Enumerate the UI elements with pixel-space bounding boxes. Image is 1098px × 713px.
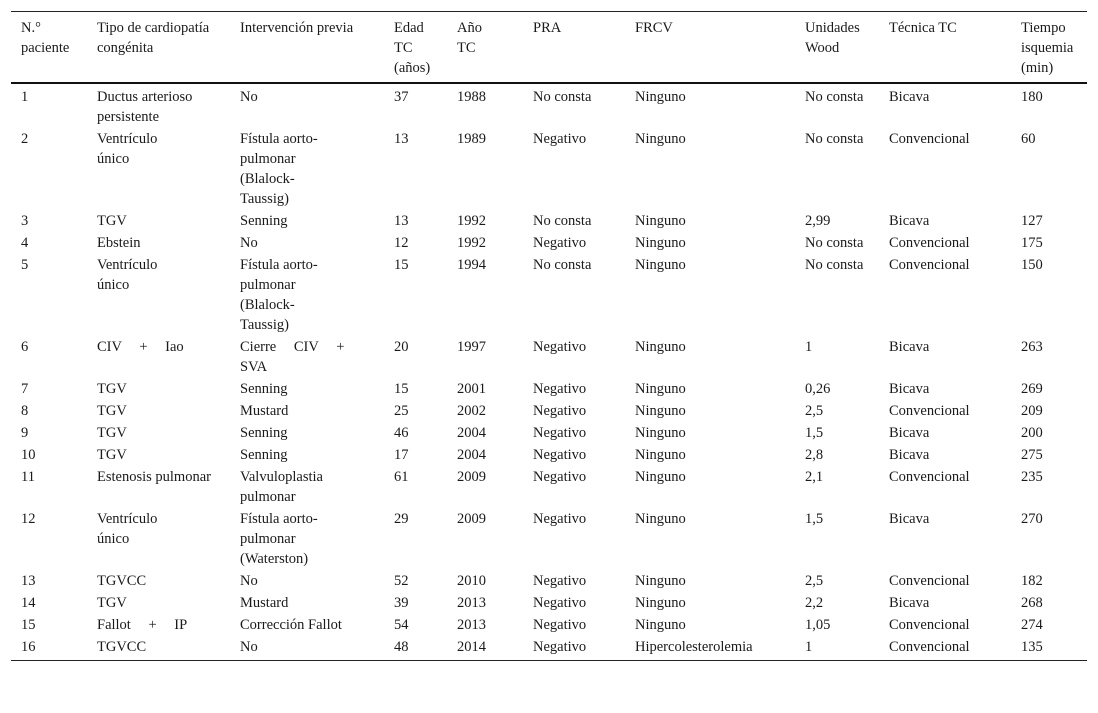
cell-age: 52 <box>394 573 409 589</box>
cell-year: 1989 <box>457 131 486 147</box>
cell-pra: Negativo <box>533 447 587 463</box>
cell-cardiopathy-type: Ebstein <box>97 235 141 251</box>
cell-wood-units: 2,8 <box>805 447 824 463</box>
table-row <box>11 636 1087 661</box>
cell-patient-number: 2 <box>21 131 29 147</box>
cell-year: 1992 <box>457 213 486 229</box>
table-row <box>11 128 1087 210</box>
cell-wood-units: 1 <box>805 639 813 655</box>
col-header-ischemia-time: Tiempo isquemia (min) <box>1021 20 1074 76</box>
cell-frcv: Ninguno <box>635 403 686 419</box>
cell-previous-intervention: Fístula aorto-pulmonar (Blalock-Taussig) <box>240 257 318 333</box>
cell-patient-number: 15 <box>21 617 36 633</box>
cell-frcv: Ninguno <box>635 381 686 397</box>
cell-previous-intervention: Senning <box>240 213 288 229</box>
cell-cardiopathy-type: TGV <box>97 403 127 419</box>
table-row <box>11 592 1087 614</box>
cell-pra: Negativo <box>533 403 587 419</box>
cell-year: 2004 <box>457 425 486 441</box>
cell-pra: Negativo <box>533 639 587 655</box>
cell-year: 1997 <box>457 339 486 355</box>
cell-pra: Negativo <box>533 381 587 397</box>
cell-wood-units: 2,99 <box>805 213 831 229</box>
cell-technique: Convencional <box>889 403 970 419</box>
cell-previous-intervention: Fístula aorto-pulmonar (Waterston) <box>240 511 318 567</box>
cell-year: 1994 <box>457 257 486 273</box>
cell-patient-number: 10 <box>21 447 36 463</box>
cell-year: 2009 <box>457 511 486 527</box>
cell-ischemia-time: 263 <box>1021 339 1043 355</box>
cell-cardiopathy-type: TGV <box>97 425 127 441</box>
cell-wood-units: 1,05 <box>805 617 831 633</box>
cell-patient-number: 16 <box>21 639 36 655</box>
cell-patient-number: 13 <box>21 573 36 589</box>
cell-age: 48 <box>394 639 409 655</box>
cell-cardiopathy-type: TGV <box>97 213 127 229</box>
cell-age: 61 <box>394 469 409 485</box>
cell-pra: Negativo <box>533 425 587 441</box>
cell-cardiopathy-type: CIV + Iao <box>97 339 184 355</box>
cell-year: 2013 <box>457 595 486 611</box>
cell-year: 2009 <box>457 469 486 485</box>
cell-patient-number: 5 <box>21 257 29 273</box>
cell-cardiopathy-type: Estenosis pulmonar <box>97 469 211 485</box>
cell-technique: Convencional <box>889 639 970 655</box>
cell-pra: Negativo <box>533 573 587 589</box>
cell-frcv: Ninguno <box>635 595 686 611</box>
cell-age: 15 <box>394 257 409 273</box>
table-row <box>11 466 1087 508</box>
table-row <box>11 378 1087 400</box>
cell-year: 2014 <box>457 639 486 655</box>
cell-technique: Convencional <box>889 617 970 633</box>
cell-patient-number: 7 <box>21 381 29 397</box>
cell-technique: Bicava <box>889 425 930 441</box>
cell-patient-number: 6 <box>21 339 29 355</box>
cell-frcv: Ninguno <box>635 131 686 147</box>
cell-pra: No consta <box>533 213 592 229</box>
cell-wood-units: 2,2 <box>805 595 824 611</box>
cell-ischemia-time: 209 <box>1021 403 1043 419</box>
patients-table <box>11 11 1087 661</box>
cell-previous-intervention: Corrección Fallot <box>240 617 342 633</box>
cell-age: 39 <box>394 595 409 611</box>
cell-ischemia-time: 235 <box>1021 469 1043 485</box>
cell-ischemia-time: 127 <box>1021 213 1043 229</box>
cell-pra: Negativo <box>533 511 587 527</box>
col-header-previous-intervention: Intervención previa <box>240 20 354 36</box>
cell-wood-units: 0,26 <box>805 381 831 397</box>
cell-wood-units: No consta <box>805 235 864 251</box>
col-header-age: Edad TC (años) <box>394 20 431 76</box>
cell-ischemia-time: 268 <box>1021 595 1043 611</box>
cell-pra: No consta <box>533 89 592 105</box>
cell-technique: Bicava <box>889 381 930 397</box>
cell-frcv: Ninguno <box>635 257 686 273</box>
cell-patient-number: 4 <box>21 235 29 251</box>
table-row <box>11 336 1087 378</box>
cell-previous-intervention: No <box>240 573 258 589</box>
cell-age: 13 <box>394 213 409 229</box>
cell-cardiopathy-type: TGV <box>97 381 127 397</box>
cell-pra: Negativo <box>533 469 587 485</box>
cell-technique: Bicava <box>889 89 930 105</box>
header-row <box>11 12 1087 84</box>
cell-cardiopathy-type: Ventrículo único <box>97 131 158 167</box>
cell-ischemia-time: 182 <box>1021 573 1043 589</box>
cell-year: 1988 <box>457 89 486 105</box>
cell-pra: No consta <box>533 257 592 273</box>
col-header-wood-units: Unidades Wood <box>805 20 860 56</box>
cell-frcv: Ninguno <box>635 447 686 463</box>
cell-cardiopathy-type: Ventrículo único <box>97 257 158 293</box>
cell-patient-number: 12 <box>21 511 36 527</box>
cell-ischemia-time: 269 <box>1021 381 1043 397</box>
cell-wood-units: No consta <box>805 257 864 273</box>
cell-age: 17 <box>394 447 409 463</box>
cell-technique: Bicava <box>889 339 930 355</box>
cell-age: 12 <box>394 235 409 251</box>
cell-pra: Negativo <box>533 235 587 251</box>
cell-frcv: Ninguno <box>635 617 686 633</box>
cell-previous-intervention: Cierre CIV + SVA <box>240 339 345 375</box>
cell-pra: Negativo <box>533 595 587 611</box>
table-row <box>11 210 1087 232</box>
cell-age: 46 <box>394 425 409 441</box>
cell-technique: Convencional <box>889 235 970 251</box>
cell-previous-intervention: Senning <box>240 447 288 463</box>
cell-frcv: Ninguno <box>635 235 686 251</box>
cell-year: 2010 <box>457 573 486 589</box>
cell-year: 1992 <box>457 235 486 251</box>
cell-cardiopathy-type: Ventrículo único <box>97 511 158 547</box>
cell-age: 54 <box>394 617 409 633</box>
cell-wood-units: No consta <box>805 131 864 147</box>
cell-pra: Negativo <box>533 339 587 355</box>
cell-technique: Bicava <box>889 595 930 611</box>
table-row <box>11 614 1087 636</box>
cell-wood-units: 2,5 <box>805 573 824 589</box>
cell-frcv: Ninguno <box>635 213 686 229</box>
cell-patient-number: 14 <box>21 595 36 611</box>
table-row <box>11 232 1087 254</box>
cell-patient-number: 11 <box>21 469 35 485</box>
cell-pra: Negativo <box>533 617 587 633</box>
cell-previous-intervention: Senning <box>240 381 288 397</box>
cell-ischemia-time: 175 <box>1021 235 1043 251</box>
cell-technique: Bicava <box>889 511 930 527</box>
cell-technique: Bicava <box>889 447 930 463</box>
cell-frcv: Ninguno <box>635 339 686 355</box>
cell-previous-intervention: Valvuloplastia pulmonar <box>240 469 323 505</box>
cell-cardiopathy-type: TGVCC <box>97 639 147 655</box>
table-row <box>11 508 1087 570</box>
cell-year: 2002 <box>457 403 486 419</box>
cell-wood-units: 1 <box>805 339 813 355</box>
cell-previous-intervention: No <box>240 89 258 105</box>
cell-technique: Convencional <box>889 131 970 147</box>
cell-wood-units: 1,5 <box>805 511 824 527</box>
cell-age: 29 <box>394 511 409 527</box>
table-row <box>11 570 1087 592</box>
cell-frcv: Ninguno <box>635 469 686 485</box>
col-header-year: Año TC <box>457 20 482 56</box>
cell-age: 20 <box>394 339 409 355</box>
cell-technique: Convencional <box>889 573 970 589</box>
cell-wood-units: 2,5 <box>805 403 824 419</box>
cell-previous-intervention: No <box>240 235 258 251</box>
cell-cardiopathy-type: TGV <box>97 447 127 463</box>
cell-ischemia-time: 135 <box>1021 639 1043 655</box>
col-header-frcv: FRCV <box>635 20 673 36</box>
cell-ischemia-time: 275 <box>1021 447 1043 463</box>
cell-frcv: Hipercolesterolemia <box>635 639 753 655</box>
table-row <box>11 400 1087 422</box>
table-row <box>11 254 1087 336</box>
cell-wood-units: No consta <box>805 89 864 105</box>
cell-year: 2013 <box>457 617 486 633</box>
cell-ischemia-time: 274 <box>1021 617 1043 633</box>
table-row <box>11 83 1087 128</box>
cell-previous-intervention: Mustard <box>240 595 289 611</box>
cell-age: 37 <box>394 89 409 105</box>
cell-ischemia-time: 180 <box>1021 89 1043 105</box>
cell-age: 25 <box>394 403 409 419</box>
cell-cardiopathy-type: TGVCC <box>97 573 147 589</box>
cell-ischemia-time: 150 <box>1021 257 1043 273</box>
cell-age: 15 <box>394 381 409 397</box>
cell-frcv: Ninguno <box>635 573 686 589</box>
cell-age: 13 <box>394 131 409 147</box>
cell-year: 2001 <box>457 381 486 397</box>
cell-patient-number: 3 <box>21 213 29 229</box>
table-row <box>11 422 1087 444</box>
table-body <box>11 83 1087 661</box>
col-header-patient-number: N.° paciente <box>21 20 70 56</box>
cell-ischemia-time: 270 <box>1021 511 1043 527</box>
cell-frcv: Ninguno <box>635 425 686 441</box>
cell-patient-number: 1 <box>21 89 29 105</box>
table-row <box>11 444 1087 466</box>
cell-year: 2004 <box>457 447 486 463</box>
cell-previous-intervention: Mustard <box>240 403 289 419</box>
cell-technique: Bicava <box>889 213 930 229</box>
cell-patient-number: 9 <box>21 425 29 441</box>
cell-ischemia-time: 200 <box>1021 425 1043 441</box>
col-header-technique: Técnica TC <box>889 20 957 36</box>
cell-technique: Convencional <box>889 257 970 273</box>
cell-frcv: Ninguno <box>635 89 686 105</box>
cell-previous-intervention: No <box>240 639 258 655</box>
col-header-pra: PRA <box>533 20 562 36</box>
cell-previous-intervention: Senning <box>240 425 288 441</box>
cell-wood-units: 1,5 <box>805 425 824 441</box>
col-header-cardiopathy-type: Tipo de cardiopatía congénita <box>97 20 210 56</box>
cell-cardiopathy-type: Fallot + IP <box>97 617 188 633</box>
cell-wood-units: 2,1 <box>805 469 824 485</box>
cell-technique: Convencional <box>889 469 970 485</box>
cell-cardiopathy-type: TGV <box>97 595 127 611</box>
cell-patient-number: 8 <box>21 403 29 419</box>
cell-ischemia-time: 60 <box>1021 131 1036 147</box>
cell-cardiopathy-type: Ductus arterioso persistente <box>97 89 193 125</box>
cell-previous-intervention: Fístula aorto-pulmonar (Blalock-Taussig) <box>240 131 318 207</box>
cell-pra: Negativo <box>533 131 587 147</box>
cell-frcv: Ninguno <box>635 511 686 527</box>
